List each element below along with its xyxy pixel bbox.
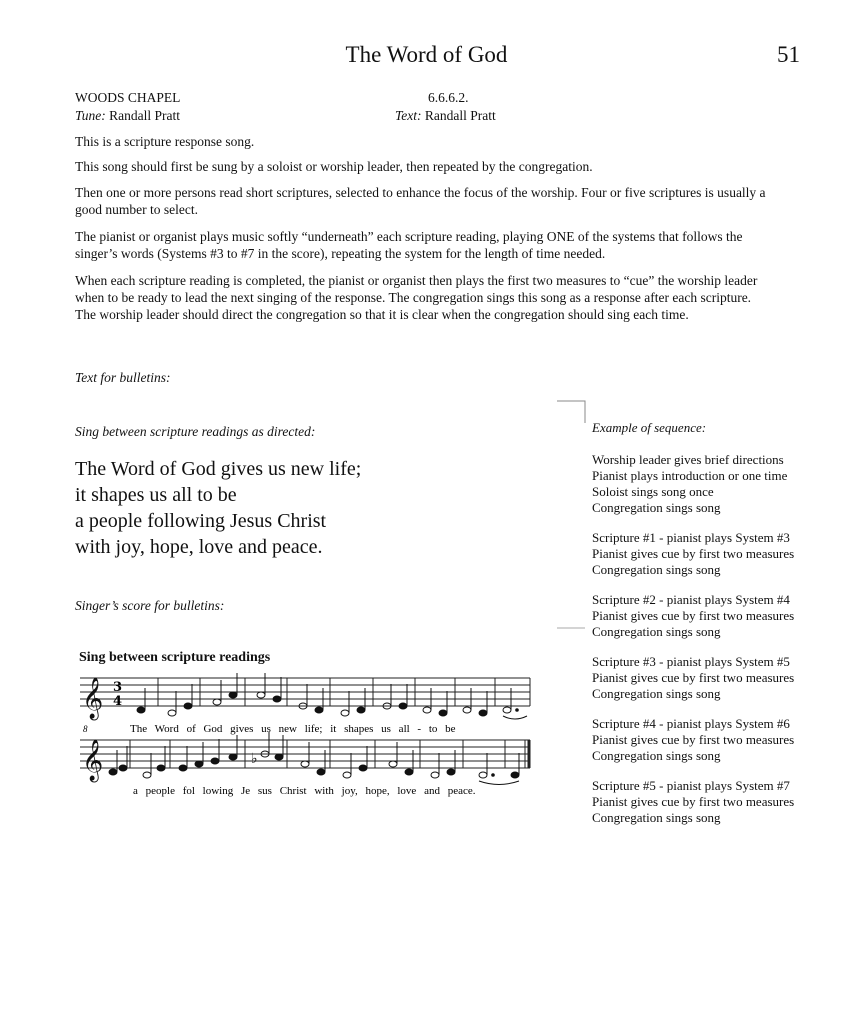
- sequence-group: [592, 452, 794, 516]
- sequence-step: Scripture #1 - pianist plays System #3: [592, 530, 790, 545]
- sequence-step: Pianist gives cue by first two measures: [592, 670, 795, 685]
- sequence-step: Scripture #5 - pianist plays System #7: [592, 778, 790, 793]
- lyric-line: with joy, hope, love and peace.: [75, 536, 323, 558]
- measure-number: 8: [83, 724, 88, 734]
- staff-1: [80, 678, 530, 706]
- sequence-step: Congregation sings song: [592, 686, 721, 701]
- lyric-line: The Word of God gives us new life;: [75, 458, 362, 480]
- lyric-line: it shapes us all to be: [75, 484, 237, 506]
- sequence-step: Worship leader gives brief directions: [592, 452, 784, 467]
- sequence-group: [592, 716, 794, 764]
- sequence-group: [592, 530, 794, 578]
- bulletin-lyrics: [75, 456, 361, 560]
- sequence-step: Pianist gives cue by first two measures: [592, 732, 795, 747]
- treble-clef-icon: 𝄞: [82, 740, 104, 781]
- text-credit: [395, 107, 496, 124]
- sequence-step: Congregation sings song: [592, 562, 721, 577]
- text-author: Randall Pratt: [424, 108, 496, 123]
- sequence-list: [592, 452, 794, 840]
- tune-author: Randall Pratt: [109, 108, 181, 123]
- sequence-step: Congregation sings song: [592, 748, 721, 763]
- music-score: [75, 670, 545, 805]
- sequence-step: Scripture #2 - pianist plays System #4: [592, 592, 790, 607]
- paragraph-1: This is a scripture response song.: [75, 134, 255, 149]
- paragraph-3: Then one or more persons read short scriptures, selected to enhance the focus of the worship. Four or five scriptures is usually a good number to select.: [75, 185, 766, 217]
- sequence-step: Scripture #3 - pianist plays System #5: [592, 654, 790, 669]
- score-title: Sing between scripture readings: [79, 650, 271, 665]
- time-sig-bottom: 4: [113, 694, 123, 709]
- sequence-heading: Example of sequence:: [592, 420, 707, 435]
- sequence-group: [592, 778, 794, 826]
- sequence-step: Congregation sings song: [592, 624, 721, 639]
- tune-label: Tune:: [75, 108, 106, 123]
- text-label: Text:: [395, 108, 422, 123]
- tie: [503, 716, 527, 719]
- sequence-step: Pianist gives cue by first two measures: [592, 608, 795, 623]
- page-number: 51: [777, 42, 800, 67]
- sequence-group: [592, 592, 794, 640]
- paragraph-4: The pianist or organist plays music softly “underneath” each scripture reading, playing ONE of the systems that follows the singer’s words (Systems #3 to #7 in the score), repeating the system for the length of time needed.: [75, 229, 743, 261]
- sequence-step: Pianist plays introduction or one time: [592, 468, 788, 483]
- sequence-step: Pianist gives cue by first two measures: [592, 794, 795, 809]
- crop-marks: [555, 398, 590, 638]
- bulletin-heading: Text for bulletins:: [75, 370, 171, 385]
- lyric-line: a people following Jesus Christ: [75, 510, 327, 532]
- meter: 6.6.6.2.: [428, 90, 469, 105]
- score-heading: Singer’s score for bulletins:: [75, 598, 225, 613]
- sequence-step: Soloist sings song once: [592, 484, 714, 499]
- time-sig-top: 3: [113, 680, 123, 695]
- sequence-step: Congregation sings song: [592, 810, 721, 825]
- sequence-step: Pianist gives cue by first two measures: [592, 546, 795, 561]
- svg-text:♭: ♭: [251, 751, 258, 767]
- page-title: The Word of God: [345, 42, 508, 67]
- sing-heading: Sing between scripture readings as directed:: [75, 424, 316, 439]
- tie: [479, 781, 519, 785]
- paragraph-5: When each scripture reading is completed, the pianist or organist then plays the first two measures to “cue” the worship leader when to be ready to lead the next singing of the response. The congregation sings this song as a response after each scripture. The worship leader should direct the congregation so that it is clear when the congregation should sing each time.: [75, 273, 758, 322]
- notes-1: [137, 673, 518, 716]
- sequence-group: [592, 654, 794, 702]
- paragraph-2: This song should first be sung by a soloist or worship leader, then repeated by the congregation.: [75, 159, 593, 174]
- sequence-step: Congregation sings song: [592, 500, 721, 515]
- treble-clef-icon: 𝄞: [82, 678, 104, 719]
- tune-credit: [75, 107, 180, 124]
- score-lyrics-2: a people fol lowing Je sus Christ with joy, hope, love and peace.: [133, 785, 476, 797]
- sequence-step: Scripture #4 - pianist plays System #6: [592, 716, 790, 731]
- tune-name: WOODS CHAPEL: [75, 90, 181, 105]
- score-lyrics-1: The Word of God gives us new life; it shapes us all - to be: [130, 723, 456, 735]
